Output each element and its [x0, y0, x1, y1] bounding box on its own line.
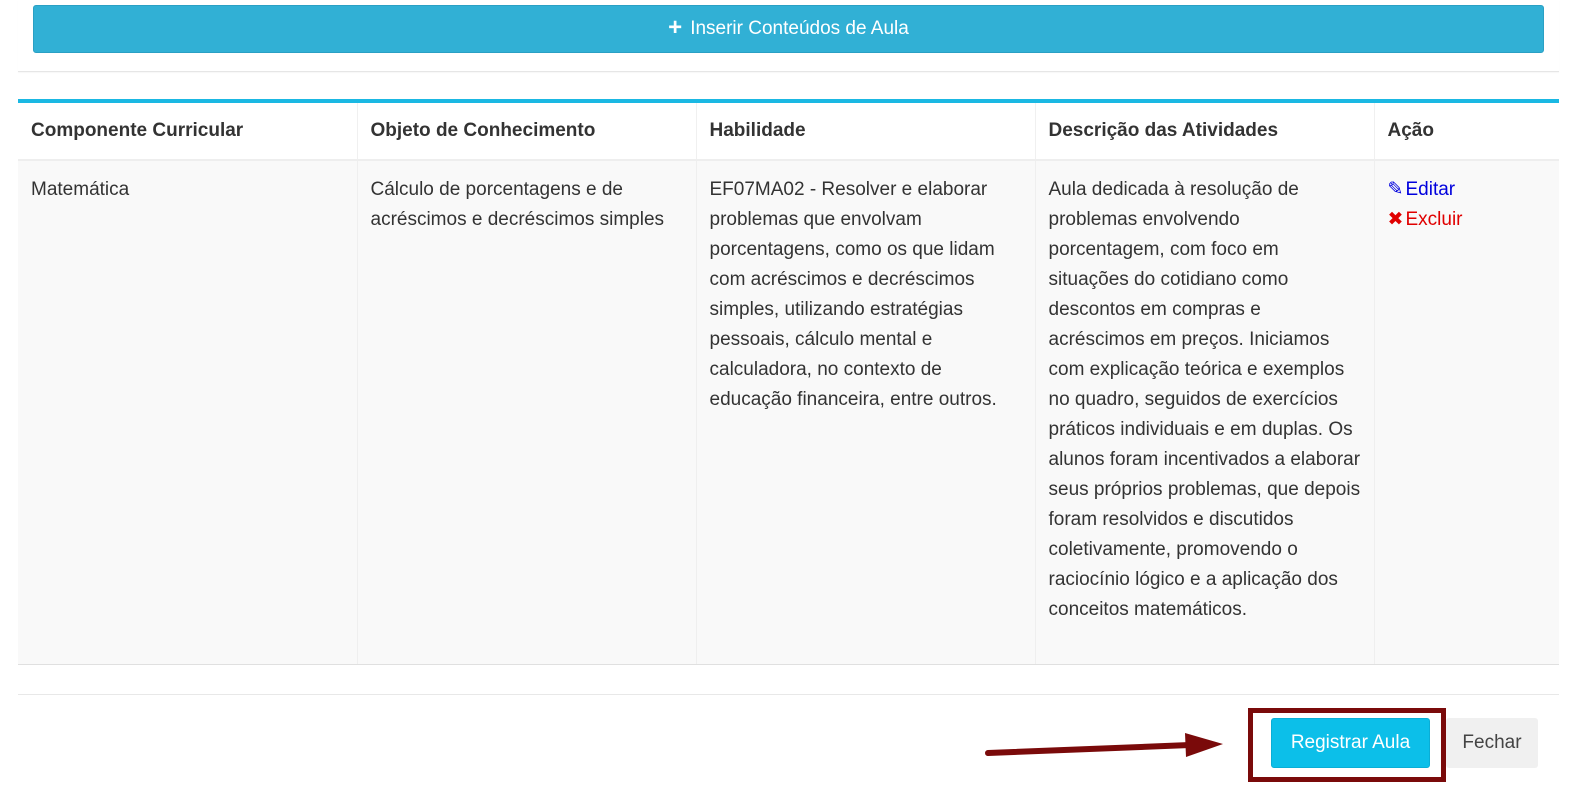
register-class-button[interactable]: Registrar Aula — [1271, 718, 1430, 768]
header-objeto-conhecimento: Objeto de Conhecimento — [357, 103, 696, 160]
table-header-row — [18, 103, 1559, 160]
cell-descricao: Aula dedicada à resolução de problemas envolvendo porcentagem, com foco em situações do cotidiano como descontos em compras e acréscimos em preços. Iniciamos com explicação teórica e exemplos no quadro, seguidos de exercícios práticos individuais e em duplas. Os alunos foram incentivados a elaborar seus próprios problemas, que depois foram resolvidos e discutidos coletivamente, promovendo o raciocínio lógico e a aplicação dos conceitos matemáticos. — [1035, 160, 1374, 664]
insert-content-button[interactable] — [33, 5, 1544, 53]
cell-habilidade: EF07MA02 - Resolver e elaborar problemas que envolvam porcentagens, como os que lidam com acréscimos e decréscimos simples, utilizando estratégias pessoais, cálculo mental e calculadora, no contexto de educação financeira, entre outros. — [696, 160, 1035, 664]
edit-link[interactable] — [1388, 175, 1547, 205]
table-row — [18, 160, 1559, 664]
header-componente-curricular: Componente Curricular — [18, 103, 357, 160]
content-table — [18, 103, 1559, 664]
header-habilidade: Habilidade — [696, 103, 1035, 160]
delete-label: Excluir — [1405, 209, 1463, 230]
insert-content-panel — [18, 0, 1559, 72]
cell-componente: Matemática — [18, 160, 357, 664]
footer-divider — [18, 694, 1559, 695]
content-table-panel — [18, 99, 1559, 665]
header-acao: Ação — [1374, 103, 1559, 160]
insert-content-label: Inserir Conteúdos de Aula — [690, 18, 909, 39]
edit-label: Editar — [1405, 179, 1456, 200]
header-descricao-atividades: Descrição das Atividades — [1035, 103, 1374, 160]
x-icon: ✖ — [1387, 209, 1404, 230]
pencil-icon: ✎ — [1387, 179, 1404, 200]
delete-link[interactable] — [1388, 205, 1547, 235]
cell-objeto: Cálculo de porcentagens e de acréscimos e decréscimos simples — [357, 160, 696, 664]
plus-icon: + — [668, 14, 683, 41]
close-button[interactable]: Fechar — [1446, 718, 1538, 768]
annotation-arrow-icon — [980, 725, 1230, 765]
cell-acao — [1374, 160, 1559, 664]
